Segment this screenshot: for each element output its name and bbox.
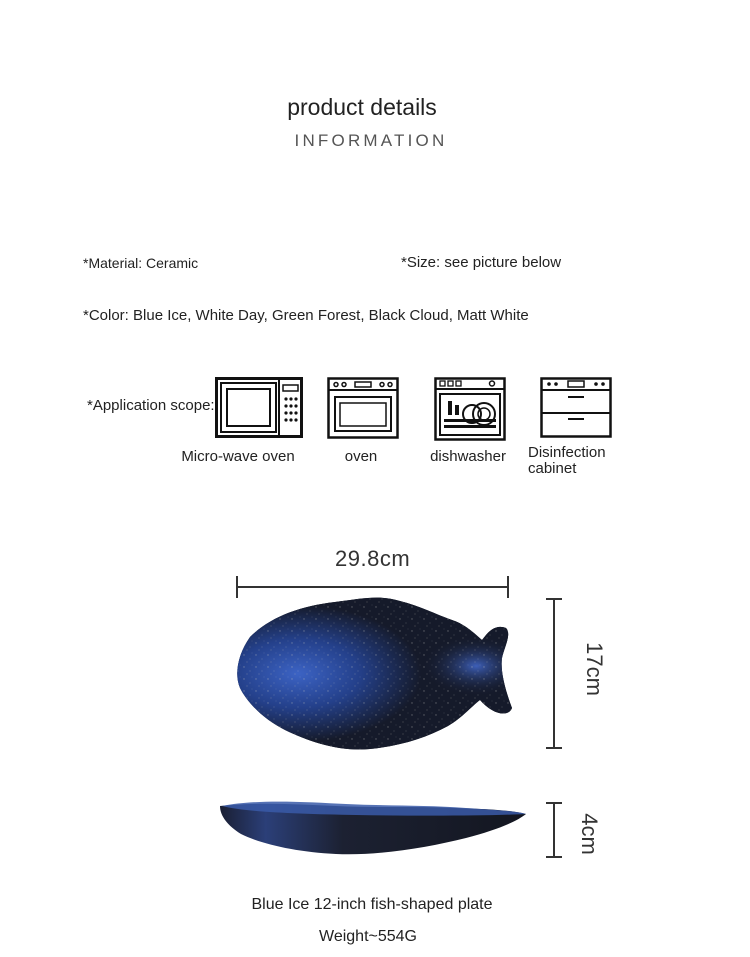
page-title: product details: [287, 94, 437, 120]
page-subtitle: INFORMATION: [294, 131, 448, 150]
application-label-oven: oven: [344, 448, 378, 465]
plate-side-view-image: [216, 796, 532, 860]
spec-size: *Size: see picture below: [401, 254, 562, 271]
spec-application-scope: *Application scope:: [87, 397, 215, 414]
dimension-depth-label: 4cm: [576, 813, 602, 855]
plate-top-view-image: [230, 592, 515, 755]
spec-material: *Material: Ceramic: [83, 255, 199, 271]
product-caption: Blue Ice 12-inch fish-shaped plate: [251, 896, 493, 913]
application-label-microwave: Micro-wave oven: [181, 448, 295, 465]
dimension-width-label: 29.8cm: [335, 546, 411, 571]
spec-color: *Color: Blue Ice, White Day, Green Forest, Black Cloud, Matt White: [83, 307, 529, 324]
product-weight: Weight~554G: [319, 928, 417, 945]
dimension-height-label: 17cm: [581, 642, 607, 696]
application-label-disinfection-cabinet: Disinfection cabinet: [528, 444, 606, 477]
application-label-dishwasher: dishwasher: [430, 448, 506, 465]
